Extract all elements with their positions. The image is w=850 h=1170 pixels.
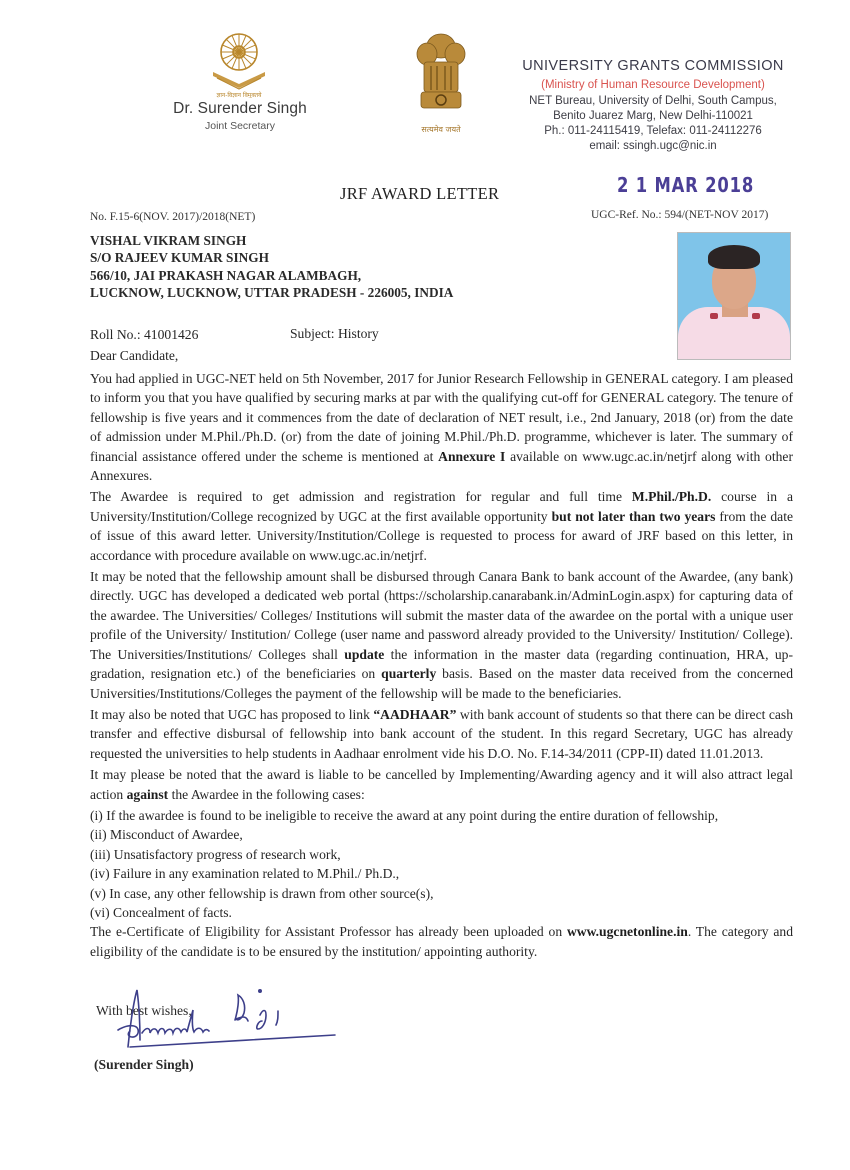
organization-name: UNIVERSITY GRANTS COMMISSION: [522, 58, 784, 74]
cancellation-case: (v) In case, any other fellowship is drawn from other source(s),: [90, 885, 434, 901]
paragraph-e-certificate: The e-Certificate of Eligibility for Assistant Professor has already been uploaded on www.ugcnetonline.in. The category and eligibility of the candidate is to be ensured by the institution/ appointing authority.: [90, 924, 794, 959]
ugc-motto: ज्ञान-विज्ञान विमुक्तये: [216, 92, 262, 98]
ugc-contact-block: [508, 58, 798, 154]
signatory-block: [150, 100, 330, 132]
handwritten-signature-icon: [110, 985, 350, 1055]
national-emblem-icon: [415, 28, 467, 136]
address-line: NET Bureau, University of Delhi, South Campus,: [529, 95, 777, 107]
ugc-wheel-logo-icon: [207, 28, 271, 98]
ministry-name: (Ministry of Human Resource Development): [541, 79, 765, 91]
cancellation-case: (vi) Concealment of facts.: [90, 904, 232, 920]
recipient-city: LUCKNOW, LUCKNOW, UTTAR PRADESH - 226005, INDIA: [90, 284, 454, 300]
roll-number: Roll No.: 41001426: [90, 327, 199, 342]
recipient-name: VISHAL VIKRAM SINGH: [90, 233, 247, 248]
cancellation-case: (iv) Failure in any examination related to M.Phil./ Ph.D.,: [90, 866, 400, 882]
salutation: Dear Candidate,: [90, 348, 179, 363]
emblem-motto: सत्यमेव जयते: [421, 125, 461, 134]
letter-title: JRF AWARD LETTER: [340, 184, 500, 203]
email-line: email: ssingh.ugc@nic.in: [589, 140, 717, 152]
paragraph-qualification: You had applied in UGC-NET held on 5th November, 2017 for Junior Research Fellowship in GENERAL category. I am pleased to inform you that you have qualified by securing marks at par with the qualifying cut-off for GENERAL category. The tenure of fellowship is five years and it commences from the date of declaration of NET result, i.e., 2nd January, 2018 (or) from the date of admission under M.Phil./Ph.D. (or) from the date of joining M.Phil./Ph.D. programme, whichever is later. The summary of financial assistance offered under the scheme is mentioned at Annexure I available on www.ugc.ac.in/netjrf along with other Annexures.: [90, 371, 793, 484]
subject: Subject: History: [290, 326, 379, 341]
ugc-reference-number: UGC-Ref. No.: 594/(NET-NOV 2017): [591, 209, 769, 221]
signer-name: (Surender Singh): [94, 1057, 194, 1072]
date-stamp: 2 1 MAR 2018: [617, 173, 755, 197]
closing-wishes: With best wishes,: [96, 1003, 192, 1018]
candidate-photo: [677, 232, 791, 360]
paragraph-disbursal: It may be noted that the fellowship amount shall be disbursed through Canara Bank to bank account of the Awardee, (any bank) directly. UGC has developed a dedicated web portal (https://scholarship.canarabank.in/AdminLogin.aspx) for capturing data of the awardee. The Universities/ Colleges/ Institutions will submit the master data of the awardee on the portal with a unique user profile of the University/ Institution/ College (user name and password already provided to the University/ Institution/ College). The Universities/Institutions/ Colleges shall update the information in the master data (regarding continuation, HRA, up-gradation, resignation etc.) of the beneficiaries on quarterly basis. Based on the master data received from the concerned Universities/Institutions/Colleges the payment of the fellowship will be made to the beneficiaries.: [90, 569, 794, 701]
letter-number: No. F.15-6(NOV. 2017)/2018(NET): [90, 211, 256, 223]
cancellation-case: (i) If the awardee is found to be ineligible to receive the award at any point during the entire duration of fellowship,: [90, 807, 719, 823]
signatory-title: Joint Secretary: [204, 120, 276, 132]
phone-line: Ph.: 011-24115419, Telefax: 011-24112276: [544, 125, 762, 137]
roll-subject-line: [90, 326, 379, 343]
cancellation-case: (iii) Unsatisfactory progress of research work,: [90, 846, 341, 862]
cancellation-case: (ii) Misconduct of Awardee,: [90, 827, 243, 843]
recipient-parent: S/O RAJEEV KUMAR SINGH: [90, 250, 269, 266]
paragraph-aadhaar: It may also be noted that UGC has proposed to link “AADHAAR” with bank account of students so that there can be direct cash transfer and effective disbursal of fellowship into bank account of the student. In this regard Secretary, UGC has already requested the universities to help students in Aadhaar enrolment vide his D.O. No. F.14-34/2011 (CPP-II) dated 11.01.2013.: [90, 706, 793, 761]
address-line: Benito Juarez Marg, New Delhi-110021: [553, 110, 753, 122]
paragraph-cancellation: It may please be noted that the award is liable to be cancelled by Implementing/Awarding agency and it will also attract legal action against the Awardee in the following cases:: [90, 767, 793, 802]
signatory-name: Dr. Surender Singh: [173, 100, 307, 117]
recipient-street: 566/10, JAI PRAKASH NAGAR ALAMBAGH,: [90, 267, 362, 283]
letter-body: [90, 369, 793, 963]
recipient-address: [90, 232, 453, 301]
paragraph-admission: The Awardee is required to get admission and registration for regular and full time M.Phil./Ph.D. course in a University/Institution/College recognized by UGC at the first available opportunity but not later than two years from the date of issue of this award letter. University/Institution/College is requested to process for award of JRF based on this letter, in accordance with procedure available on www.ugc.ac.in/netjrf.: [90, 489, 794, 563]
